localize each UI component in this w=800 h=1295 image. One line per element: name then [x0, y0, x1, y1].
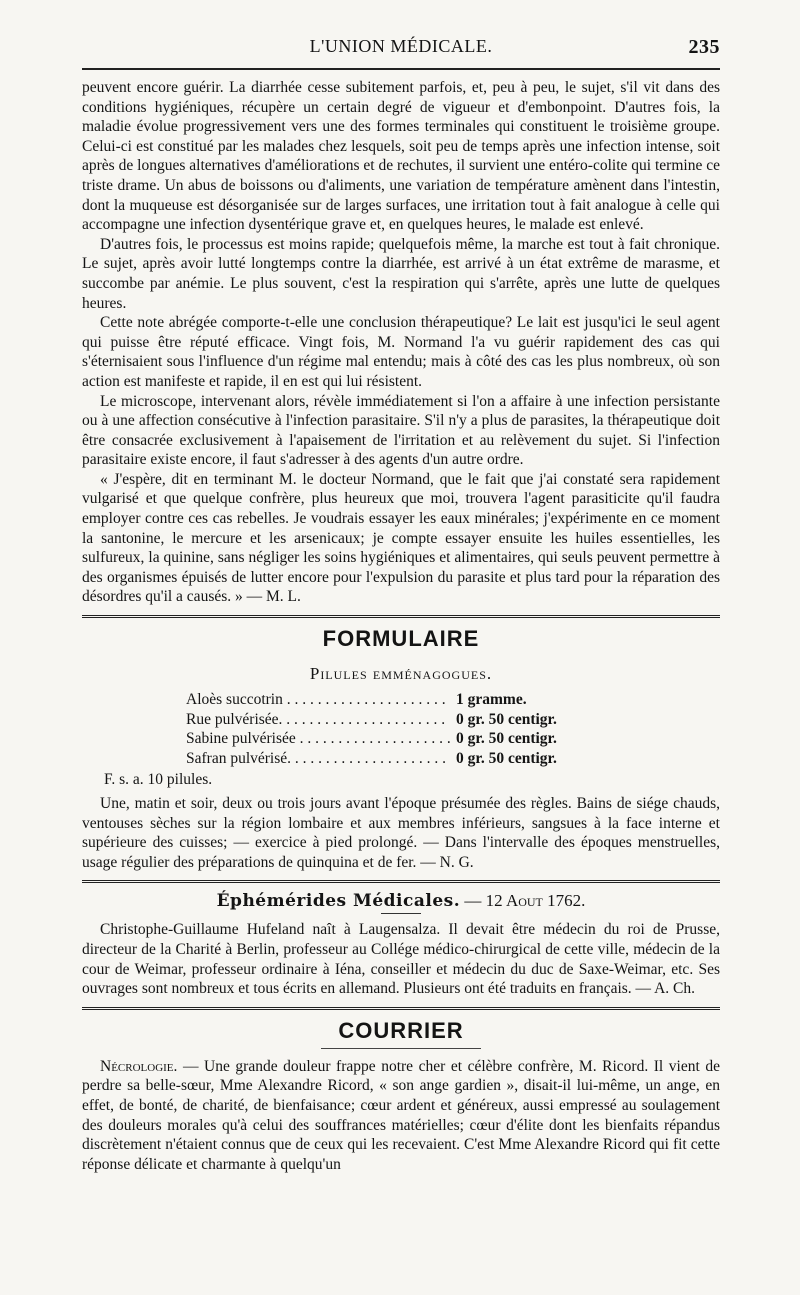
- ingredient-qty: 0 gr. 50 centigr.: [456, 749, 557, 767]
- header-rule: [82, 68, 720, 70]
- ingredient-qty: 0 gr. 50 centigr.: [456, 730, 557, 748]
- ephemerides-text: Christophe-Guillaume Hufeland naît à Laugensalza. Il devait être médecin du roi de Prusse, directeur de la Charité à Berlin, professeur au Collége médico-chirurgical de cette ville, médecin de la cour de Weimar, professeur ordinaire à Iéna, conseiller et médecin du duc de Saxe-Weimar, etc. Ses ouvrages sont nombreux et tous écrits en allemand. Plusieurs ont été traduits en français. — A. Ch.: [82, 921, 720, 998]
- courrier-text: — Une grande douleur frappe notre cher et célèbre confrère, M. Ricord. Il vient de perdre sa belle-sœur, Mme Alexandre Ricord, « son ange gardien », disait-il lui-même, un ange, en effet, de bonté, de charité, de bienfaisance; cœur ardent et généreux, aussi empressé au soulagement des douleurs morales qu'à celui des souffrances matérielles; cœur d'élite dont les bienfaits répandus discrètement n'étaient connus que de ceux qui les recevaient. C'est Mme Alexandre Ricord qui fit cette réponse délicate et charmante à quelqu'un: [82, 1057, 720, 1173]
- section-divider: [82, 1007, 720, 1010]
- ingredient-name: Safran pulvérisé. . . .: [186, 749, 450, 769]
- ingredient-name: Aloès succotrin . . .: [186, 690, 450, 710]
- section-title: FORMULAIRE: [322, 626, 480, 652]
- title-underline: [321, 1048, 481, 1049]
- ingredient-name: Sabine pulvérisée . . .: [186, 729, 450, 749]
- page-number: 235: [688, 36, 720, 58]
- recipe-row: [186, 710, 606, 730]
- recipe-row: [186, 749, 606, 769]
- recipe-list: [186, 690, 606, 768]
- recipe-yield: F. s. a. 10 pilules.: [104, 771, 213, 789]
- section-title: COURRIER: [338, 1017, 464, 1043]
- paragraph: Le microscope, intervenant alors, révèle immédiatement si l'on a affaire à une infection persistante ou à une affection consécutive à l'infection parasitaire. S'il n'y a plus de parasites, la thérapeutique doit être consacrée exclusivement à l'apaisement de l'irritation et au relèvement du sujet. Si l'infection parasitaire existe encore, il faut s'adresser à des agents d'un autre ordre.: [82, 392, 720, 469]
- ephemerides-section: [82, 891, 720, 998]
- ephemerides-heading: [82, 891, 720, 911]
- ephemerides-date: — 12 Aout 1762.: [464, 891, 586, 911]
- short-rule: [381, 913, 421, 914]
- ephemerides-title: Éphémérides Médicales.: [216, 891, 461, 912]
- courrier-paragraph: [82, 1057, 720, 1175]
- recipe-instructions: Une, matin et soir, deux ou trois jours avant l'époque présumée des règles. Bains de siége chauds, ventouses sèches sur la région lombaire et aux membres inférieurs, sangsues à la face interne et supérieure des cuisses; — exercice à pied prolongé. — Dans l'intervalle des époques menstruelles, usage régulier des préparations de quinquina et de fer. — N. G.: [82, 795, 720, 871]
- paragraph: peuvent encore guérir. La diarrhée cesse subitement parfois, et, peu à peu, le sujet, s'il vit dans des conditions hygiéniques, récupère un certain degré de vigueur et d'embonpoint. D'autres fois, la maladie évolue progressivement vers une des formes terminales qui constituent le troisième groupe. Celui-ci est constitué par les malades chez lesquels, soit peu de temps après une infection intense, soit après de longues alternatives d'améliorations et de rechutes, il survient une entéro-colite qui termine ce triste drame. Un abus de boissons ou d'aliments, une variation de température amènent dans l'intestin, dont la muqueuse est désorganisée sur de larges surfaces, une irritation tout à fait analogue à celle qui accompagne une infection dysentérique grave et, en quelques heures, le malade est enlevé.: [82, 79, 720, 234]
- courrier-lead: Nécrologie.: [100, 1057, 178, 1075]
- article-body: [82, 78, 720, 607]
- journal-title: L'UNION MÉDICALE.: [309, 36, 493, 56]
- recipe-title: Pilules emménagogues.: [309, 664, 493, 684]
- ingredient-qty: 1 gramme.: [456, 691, 527, 709]
- ingredient-qty: 0 gr. 50 centigr.: [456, 710, 557, 728]
- ingredient-name: Rue pulvérisée. . . .: [186, 710, 450, 730]
- paragraph: Cette note abrégée comporte-t-elle une conclusion thérapeutique? Le lait est jusqu'ici le seul agent qui puisse être réputé efficace. Vingt fois, M. Normand l'a vu guérir rapidement des cas qui s'éternisaient sous l'influence d'un régime mal entendu; mais à côté des cas les plus nombreux, où son action est manifeste et rapide, il en est qui lui résistent.: [82, 314, 720, 390]
- section-divider: [82, 880, 720, 883]
- recipe-row: [186, 690, 606, 710]
- section-divider: [82, 615, 720, 618]
- formulaire-section: [82, 626, 720, 872]
- paragraph: « J'espère, dit en terminant M. le docteur Normand, que le fait que j'ai constaté sera rapidement vulgarisé et que quelque confrère, plus heureux que moi, trouvera l'agent parasiticite qu'il faudra employer contre ces cas rebelles. Je voudrais essayer les eaux minérales; j'expérimente en ce moment la santonine, le mercure et les arsenicaux; je compte essayer ensuite les huiles essentielles, les sulfureux, la quinine, sans négliger les soins hygiéniques et alimentaires, qui seuls peuvent permettre à des organismes épuisés de lutter encore pour l'expulsion du parasite et plus tard pour la réparation des désordres qu'il a causés. » — M. L.: [82, 470, 720, 606]
- courrier-section: [82, 1018, 720, 1175]
- paragraph: D'autres fois, le processus est moins rapide; quelquefois même, la marche est tout à fait chronique. Le sujet, après avoir lutté longtemps contre la diarrhée, est arrivé à un état extrême de marasme, et succombe par anémie. Le plus souvent, c'est la respiration qui s'arrête, après une lutte de quelques heures.: [82, 235, 720, 312]
- running-header: [82, 36, 720, 64]
- recipe-row: [186, 729, 606, 749]
